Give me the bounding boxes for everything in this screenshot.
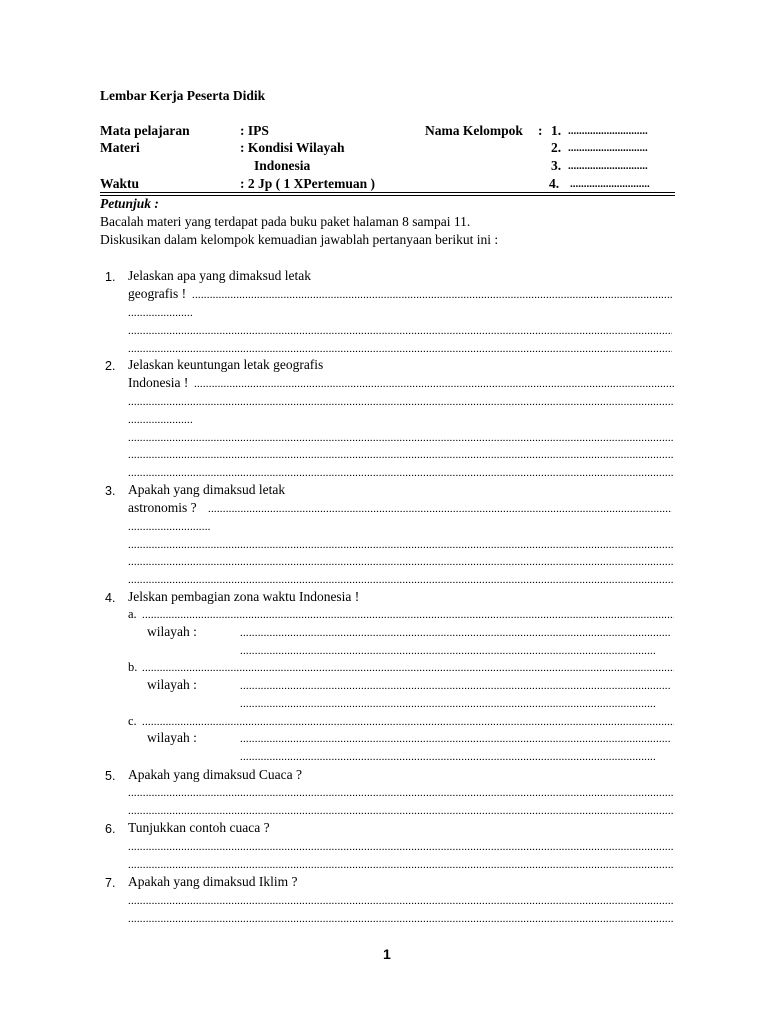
instructions-line-2: Diskusikan dalam kelompok kemuadian jawablah pertanyaan berikut ini : [100,232,499,247]
kelompok-colon: : [538,123,543,138]
answer-line[interactable] [142,713,674,730]
instructions-line-1: Bacalah materi yang terdapat pada buku paket halaman 8 sampai 11. [100,214,471,229]
answer-line[interactable] [128,802,674,819]
waktu-label: Waktu [100,176,140,191]
answer-line[interactable] [128,536,674,553]
mapel-label: Mata pelajaran [100,123,190,138]
header-divider-bottom [100,195,675,196]
zone-label-a: a. [128,607,137,621]
answer-line[interactable] [208,500,672,517]
answer-line[interactable] [240,624,670,641]
answer-line[interactable] [128,910,674,927]
answer-line[interactable] [128,304,192,321]
page-number: 1 [383,946,391,962]
question-text: Apakah yang dimaksud letak [128,482,286,497]
question-number: 1. [105,270,116,284]
answer-line[interactable] [128,446,674,463]
answer-line[interactable] [128,838,674,855]
member-name-field-4[interactable]: ............................. [570,178,650,190]
worksheet-title: Lembar Kerja Peserta Didik [100,88,266,103]
answer-line[interactable] [194,375,674,392]
answer-line[interactable] [240,677,670,694]
answer-line[interactable] [128,411,192,428]
question-text: Indonesia ! [128,375,189,390]
answer-line[interactable] [240,748,656,765]
answer-line[interactable] [192,286,672,303]
wilayah-label: wilayah : [147,677,197,692]
question-text: Jelaskan apa yang dimaksud letak [128,268,311,283]
question-number: 5. [105,769,116,783]
answer-line[interactable] [128,571,674,588]
question-text: Apakah yang dimaksud Cuaca ? [128,767,302,782]
answer-line[interactable] [128,464,674,481]
answer-line[interactable] [128,784,674,801]
question-text: Tunjukkan contoh cuaca ? [128,820,270,835]
member-number-1: 1. [551,123,562,138]
wilayah-label: wilayah : [147,624,197,639]
zone-label-b: b. [128,660,138,674]
member-name-field-2[interactable]: ............................. [568,142,648,154]
zone-label-c: c. [128,714,137,728]
answer-line[interactable] [240,695,656,712]
question-number: 2. [105,359,116,373]
question-text: astronomis ? [128,500,197,515]
answer-line[interactable] [142,659,674,676]
wilayah-label: wilayah : [147,730,197,745]
answer-line[interactable] [240,642,656,659]
materi-label: Materi [100,140,140,155]
member-number-4: 4. [549,176,560,191]
answer-line[interactable] [128,393,674,410]
question-number: 7. [105,876,116,890]
question-number: 3. [105,484,116,498]
question-number: 4. [105,591,116,605]
answer-line[interactable] [128,322,672,339]
answer-line[interactable] [128,429,674,446]
instructions-heading: Petunjuk : [100,196,159,211]
answer-line[interactable] [128,518,210,535]
question-number: 6. [105,822,116,836]
kelompok-label: Nama Kelompok [425,123,523,138]
answer-line[interactable] [128,892,674,909]
materi-value-line2: Indonesia [254,158,311,173]
question-text: geografis ! [128,286,187,301]
header-divider-top [100,192,675,193]
answer-line[interactable] [142,606,674,623]
question-text: Jelaskan keuntungan letak geografis [128,357,324,372]
answer-line[interactable] [128,856,674,873]
materi-value-line1: : Kondisi Wilayah [240,140,345,155]
member-number-3: 3. [551,158,562,173]
mapel-value: : IPS [240,123,269,138]
member-number-2: 2. [551,140,562,155]
member-name-field-1[interactable]: ............................. [568,125,648,137]
answer-line[interactable] [240,730,670,747]
answer-line[interactable] [128,340,672,357]
waktu-value: : 2 Jp ( 1 XPertemuan ) [240,176,375,191]
question-text: Apakah yang dimaksud Iklim ? [128,874,298,889]
answer-line[interactable] [128,553,674,570]
member-name-field-3[interactable]: ............................. [568,160,648,172]
question-text: Jelskan pembagian zona waktu Indonesia ! [128,589,360,604]
